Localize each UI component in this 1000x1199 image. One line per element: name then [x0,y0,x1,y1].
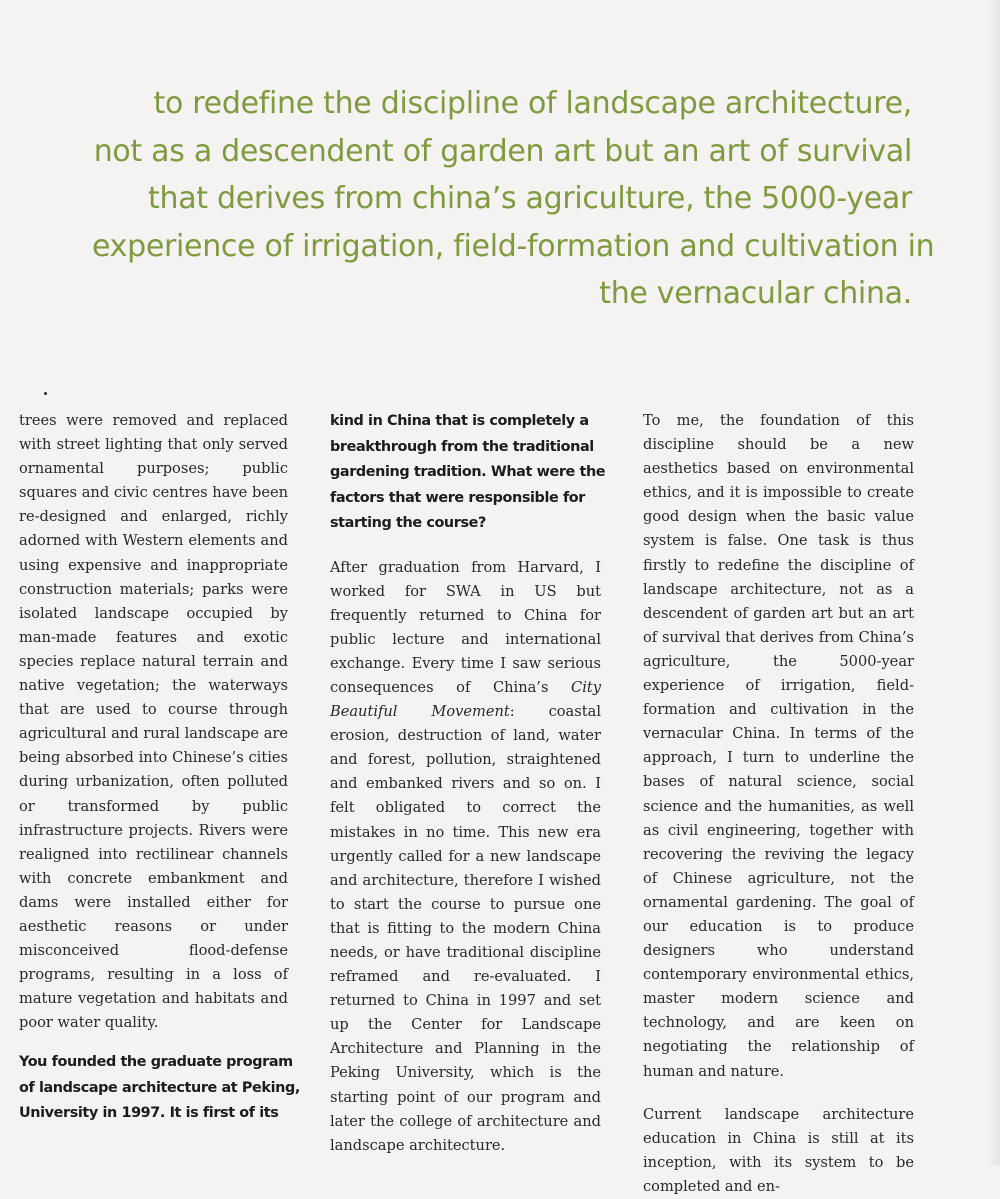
pull-quote [92,80,935,318]
interview-question-continued [330,409,606,537]
answer-text: After graduation from Harvard, I worked for SWA in US but frequently returned to China for public lecture and international exchange. Every time I saw serious consequences of China’s [330,558,601,696]
answer-paragraph [330,556,601,1158]
pull-quote-line: experience of irrigation, field-formation and cultivation in [92,228,935,264]
pull-quote-line: to redefine the discipline of landscape architecture, [153,86,912,121]
text-column-3 [643,409,914,1199]
question-line: starting the course? [330,515,486,531]
body-paragraph: trees were removed and replaced with street lighting that only served ornamental purposes; public squares and civic centres have been re-designed and enlarged, richly adorned with Western elements and using expensive and inappropriate construction materials; parks were isolated landscape occupied by man-made features and exotic species replace natural terrain and native vegetation; the waterways that are used to course through agricultural and rural landscape are being absorbed into Chinese’s cities during urbanization, often polluted or transformed by public infrastructure projects. Rivers were realigned into rectilinear channels with concrete embankment and dams were installed either for aesthetic reasons or under misconceived flood-defense programs, resulting in a loss of mature vegetation and habitats and poor water quality. [19,412,289,1032]
text-column-2 [330,409,606,1158]
body-paragraph: To me, the foundation of this discipline should be a new aesthetics based on environmental ethics, and it is impossible to create good design when the basic value system is false. One task is thus firstly to redefine the discipline of landscape architecture, not as a descendent of garden art but an art of survival that derives from China’s agriculture, the 5000-year experience of irrigation, field-formation and cultivation in the vernacular China. In terms of the approach, I turn to underline the bases of natural science, social science and the humanities, as well as civil engineering, together with recovering the reviving the legacy of Chinese agriculture, not the ornamental gardening. The goal of our education is to produce designers who understand contemporary environmental ethics, master modern science and technology, and are keen on negotiating the relationship of human and nature. [643,412,914,1080]
question-line: gardening tradition. What were the [330,464,606,480]
pull-quote-line: that derives from china’s agriculture, the 5000-year [148,181,912,216]
question-line: kind in China that is completely a [330,413,589,429]
pull-quote-line: the vernacular china. [599,276,912,311]
question-line: breakthrough from the traditional [330,438,594,455]
interview-question [19,1050,300,1127]
stray-dot-mark [44,392,47,395]
question-line: University in 1997. It is first of its [19,1105,279,1122]
question-line: factors that were responsible for [330,489,585,506]
question-line: You founded the graduate program [19,1054,293,1071]
answer-text: : coastal erosion, destruction of land, water and forest, pollution, straightened and embanked rivers and so on. I felt obligated to correct the mistakes in no time. This new era urgently called for a new landscape and architecture, therefore I wished to start the course to pursue one that is fitting to the modern China needs, or have traditional discipline reframed and re-evaluated. I returned to China in 1997 and set up the Center for Landscape Architecture and Planning in the Peking University, which is the starting point of our program and later the college of architecture and landscape architecture. [330,703,601,1154]
text-column-1 [19,409,300,1127]
movement-name: City Beautiful Movement [330,678,601,721]
body-paragraph: Current landscape architecture education in China is still at its inception, with its system to be completed and en- [643,1105,914,1195]
page-edge-shadow [986,0,1000,1165]
pull-quote-line: not as a descendent of garden art but an art of survival [93,133,912,169]
question-line: of landscape architecture at Peking, [19,1079,300,1096]
